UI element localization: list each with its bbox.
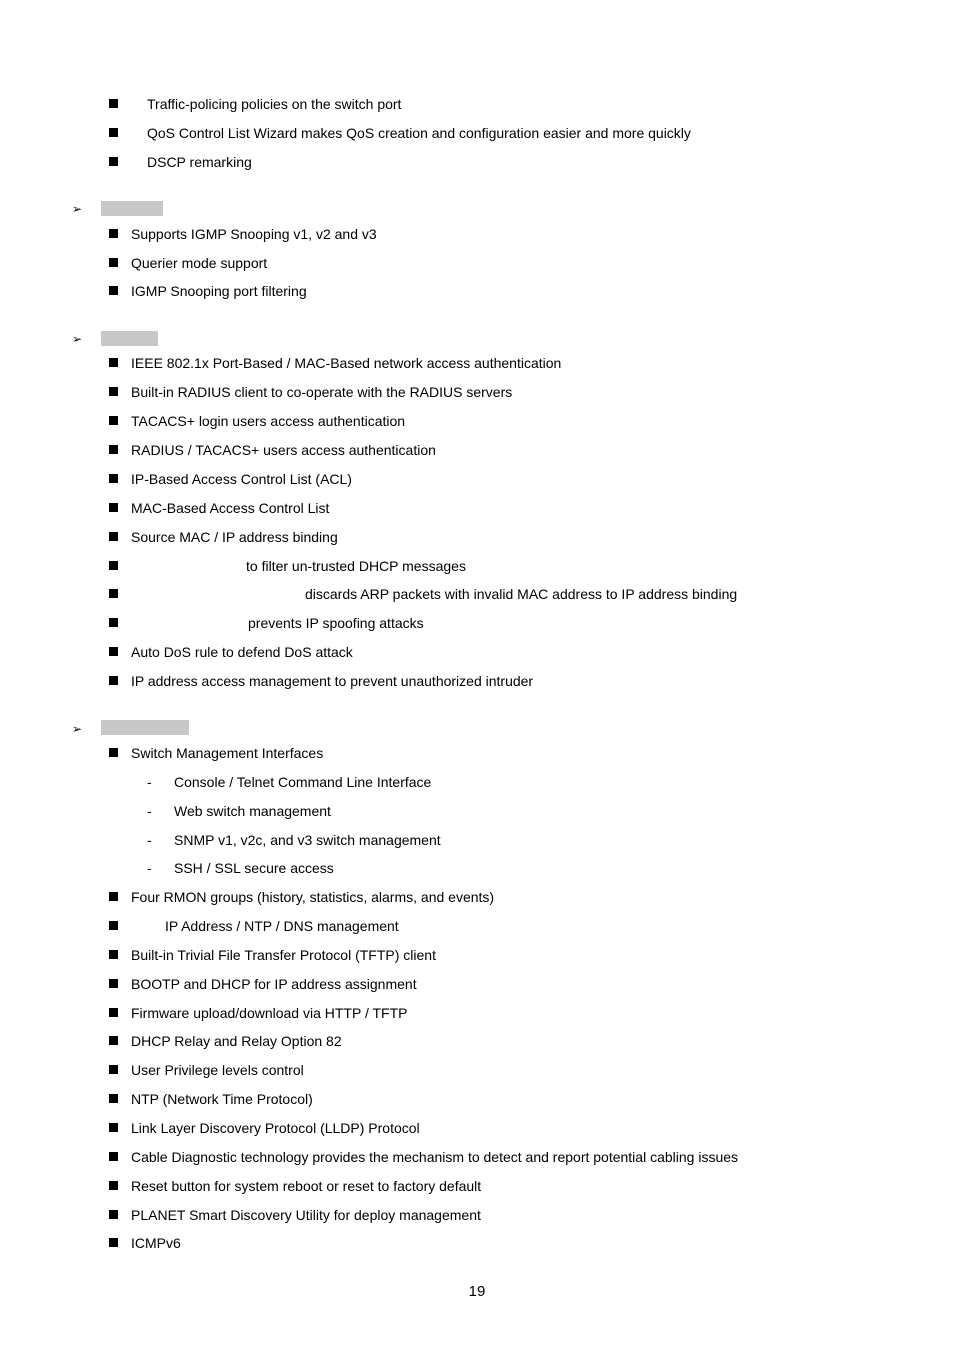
list-item: IP address access management to prevent unauthorized intruder — [131, 673, 534, 689]
list-item: Switch Management Interfaces — [131, 745, 324, 761]
sub-list-item: Web switch management — [174, 803, 331, 819]
square-bullet-icon — [109, 1181, 118, 1190]
list-item: Firmware upload/download via HTTP / TFTP — [131, 1005, 408, 1021]
list-item: DHCP Relay and Relay Option 82 — [131, 1033, 342, 1049]
square-bullet-icon — [109, 748, 118, 757]
list-item: RADIUS / TACACS+ users access authentication — [131, 442, 436, 458]
square-bullet-icon — [109, 99, 118, 108]
square-bullet-icon — [109, 1123, 118, 1132]
list-item: QoS Control List Wizard makes QoS creation and configuration easier and more quickly — [147, 125, 691, 141]
square-bullet-icon — [109, 157, 118, 166]
square-bullet-icon — [109, 258, 118, 267]
square-bullet-icon — [109, 1210, 118, 1219]
square-bullet-icon — [109, 950, 118, 959]
square-bullet-icon — [109, 445, 118, 454]
dash-icon: - — [147, 832, 152, 848]
list-item: discards ARP packets with invalid MAC address to IP address binding — [305, 586, 738, 602]
list-item: MAC-Based Access Control List — [131, 500, 330, 516]
list-item: Built-in RADIUS client to co-operate with the RADIUS servers — [131, 384, 513, 400]
list-item: NTP (Network Time Protocol) — [131, 1091, 313, 1107]
list-item: Cable Diagnostic technology provides the mechanism to detect and report potential cabling issues — [131, 1149, 739, 1165]
square-bullet-icon — [109, 618, 118, 627]
list-item: IEEE 802.1x Port-Based / MAC-Based network access authentication — [131, 355, 562, 371]
arrowhead-icon: ➢ — [72, 332, 83, 346]
list-item: IP Address / NTP / DNS management — [165, 918, 399, 934]
dash-icon: - — [147, 803, 152, 819]
list-item: ICMPv6 — [131, 1235, 181, 1251]
square-bullet-icon — [109, 1094, 118, 1103]
square-bullet-icon — [109, 1152, 118, 1161]
section-heading-redacted — [101, 331, 158, 346]
list-item: PLANET Smart Discovery Utility for deploy management — [131, 1207, 481, 1223]
sub-list-item: Console / Telnet Command Line Interface — [174, 774, 432, 790]
square-bullet-icon — [109, 128, 118, 137]
square-bullet-icon — [109, 1065, 118, 1074]
section-heading-redacted — [101, 720, 189, 735]
list-item: Traffic-policing policies on the switch port — [147, 96, 402, 112]
square-bullet-icon — [109, 1036, 118, 1045]
square-bullet-icon — [109, 229, 118, 238]
square-bullet-icon — [109, 286, 118, 295]
sub-list-item: SSH / SSL secure access — [174, 860, 334, 876]
list-item: Link Layer Discovery Protocol (LLDP) Protocol — [131, 1120, 420, 1136]
square-bullet-icon — [109, 589, 118, 598]
square-bullet-icon — [109, 358, 118, 367]
square-bullet-icon — [109, 1008, 118, 1017]
list-item: IP-Based Access Control List (ACL) — [131, 471, 352, 487]
square-bullet-icon — [109, 561, 118, 570]
square-bullet-icon — [109, 676, 118, 685]
arrowhead-icon: ➢ — [72, 202, 83, 216]
arrowhead-icon: ➢ — [72, 722, 83, 736]
list-item: Source MAC / IP address binding — [131, 529, 338, 545]
list-item: prevents IP spoofing attacks — [248, 615, 424, 631]
page-number: 19 — [468, 1283, 486, 1300]
list-item: BOOTP and DHCP for IP address assignment — [131, 976, 417, 992]
sub-list-item: SNMP v1, v2c, and v3 switch management — [174, 832, 441, 848]
list-item: TACACS+ login users access authentication — [131, 413, 406, 429]
square-bullet-icon — [109, 979, 118, 988]
list-item: Four RMON groups (history, statistics, alarms, and events) — [131, 889, 495, 905]
list-item: to filter un-trusted DHCP messages — [246, 558, 466, 574]
square-bullet-icon — [109, 921, 118, 930]
square-bullet-icon — [109, 416, 118, 425]
square-bullet-icon — [109, 387, 118, 396]
list-item: Auto DoS rule to defend DoS attack — [131, 644, 353, 660]
dash-icon: - — [147, 774, 152, 790]
square-bullet-icon — [109, 474, 118, 483]
list-item: User Privilege levels control — [131, 1062, 304, 1078]
square-bullet-icon — [109, 647, 118, 656]
section-heading-redacted — [101, 201, 163, 216]
square-bullet-icon — [109, 532, 118, 541]
list-item: Querier mode support — [131, 255, 268, 271]
square-bullet-icon — [109, 892, 118, 901]
square-bullet-icon — [109, 1238, 118, 1247]
list-item: Supports IGMP Snooping v1, v2 and v3 — [131, 226, 377, 242]
list-item: IGMP Snooping port filtering — [131, 283, 307, 299]
list-item: DSCP remarking — [147, 154, 252, 170]
dash-icon: - — [147, 860, 152, 876]
list-item: Reset button for system reboot or reset to factory default — [131, 1178, 482, 1194]
square-bullet-icon — [109, 503, 118, 512]
list-item: Built-in Trivial File Transfer Protocol (TFTP) client — [131, 947, 436, 963]
